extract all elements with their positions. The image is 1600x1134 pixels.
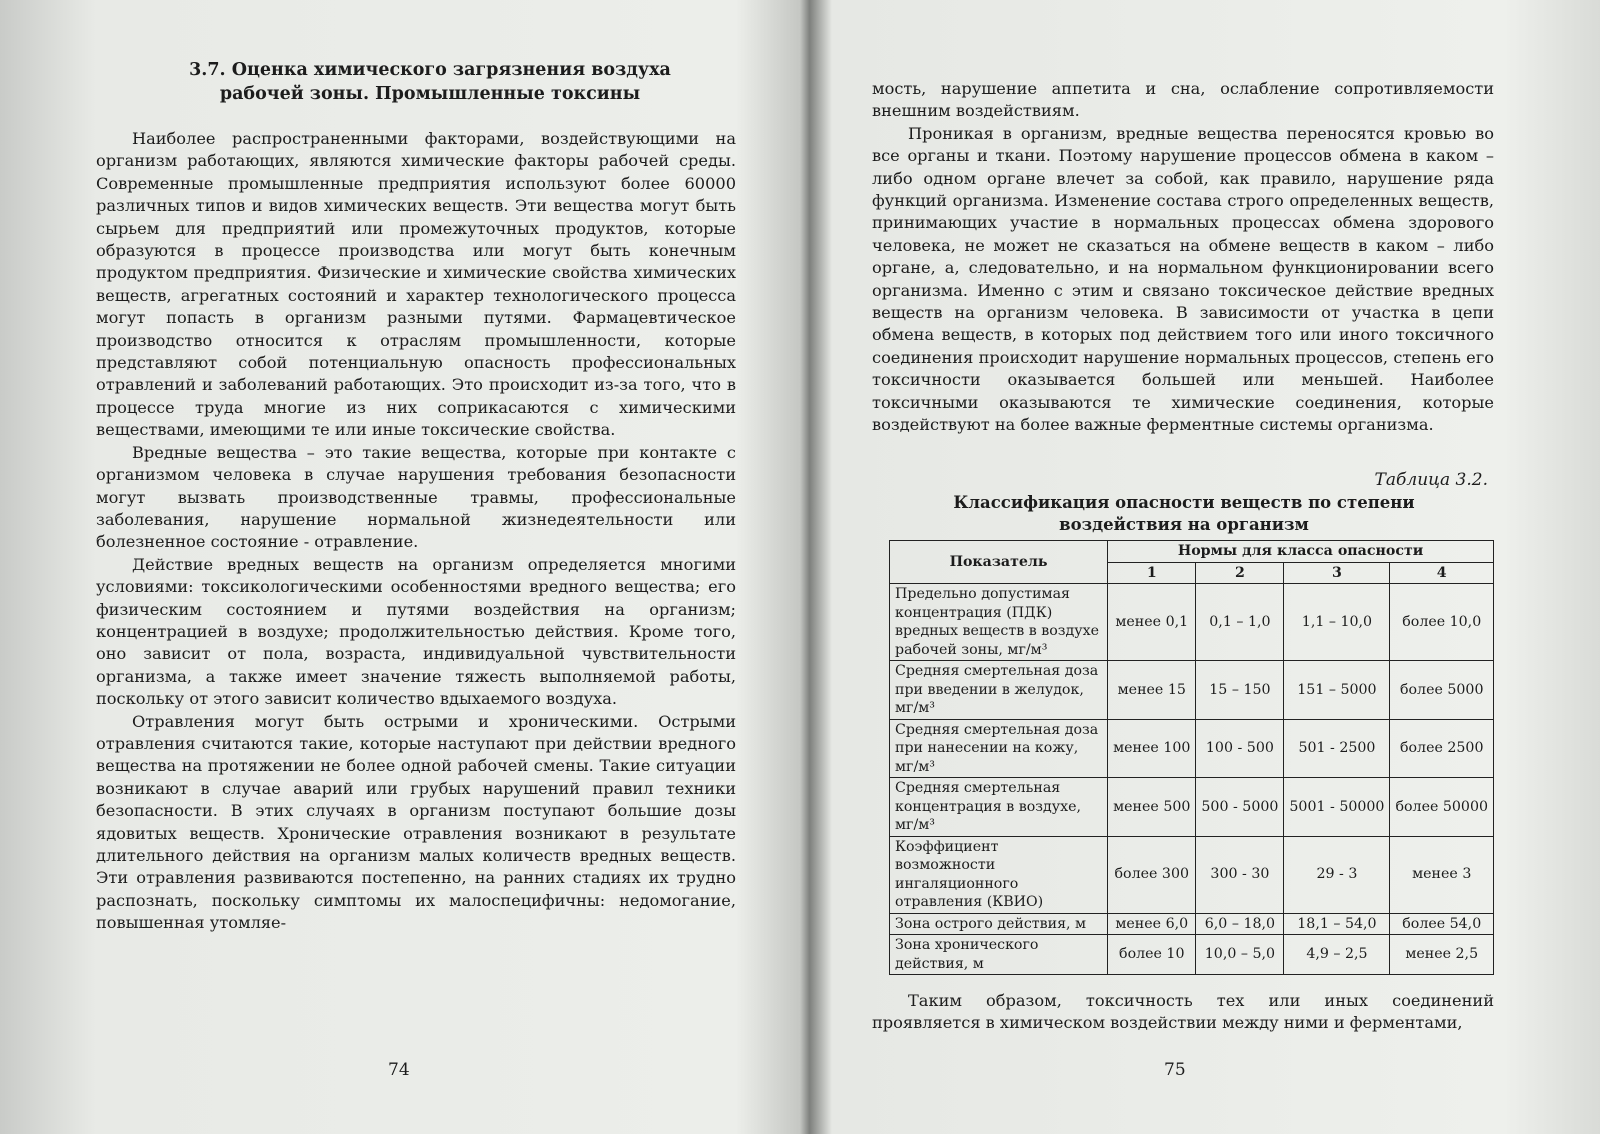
paragraph-1: Наиболее распространенными факторами, воздействующими на организм работающих, являются химические факторы рабочей среды. Современные промышленные предприятия используют более 60000 различных типов и видов химических веществ. Эти вещества могут быть сырьем для предприятий или промежуточных продуктов, которые образуются в процессе производства или могут быть конечным продуктом предприятия. Физические и химические свойства химических веществ, агрегатных состояний и характер технологического процесса могут попасть в организм разными путями. Фармацевтическое производство относится к отраслям промышленности, которые представляют собой потенциальную опасность профессиональных отравлений и заболеваний работающих. Это происходит из-за того, что в процессе труда многие из них соприкасаются с химическими веществами, имеющими те или иные токсические свойства.: [96, 129, 736, 440]
section-title-line-1: 3.7. Оценка химического загрязнения воздуха: [189, 60, 671, 80]
table-row: [890, 913, 1494, 935]
paragraph-4: Отравления могут быть острыми и хроническими. Острыми отравления считаются такие, которые наступают при действии вредного вещества на протяжении не более одной рабочей смены. Такие ситуации возникают в случае аварий или грубых нарушений правил техники безопасности. В этих случаях в организм поступают большие дозы ядовитых веществ. Хронические отравления возникают в результате длительного действия на организм малых количеств вредных веществ. Эти отравления развиваются постепенно, на ранних стадиях их трудно распознать, поскольку симптомы их малоспецифичны: недомогание, повышенная утомляе-: [96, 711, 736, 933]
table-row: [890, 661, 1494, 720]
row-indicator: Средняя смертельная доза при нанесении на кожу, мг/м³: [890, 719, 1108, 778]
hazard-classification-table: [889, 540, 1494, 975]
cell-value: 15 – 150: [1196, 661, 1284, 720]
cell-value: 0,1 – 1,0: [1196, 584, 1284, 661]
page-number-left: 74: [388, 1060, 410, 1080]
cell-value: менее 15: [1108, 661, 1196, 720]
cell-value: 100 - 500: [1196, 719, 1284, 778]
cell-value: более 2500: [1390, 719, 1494, 778]
row-indicator: Средняя смертельная концентрация в воздухе, мг/м³: [890, 778, 1108, 837]
cell-value: 4,9 – 2,5: [1284, 935, 1390, 975]
row-indicator: Зона хронического действия, м: [890, 935, 1108, 975]
header-norms: Нормы для класса опасности: [1108, 541, 1494, 563]
table-header-row: [890, 541, 1494, 563]
section-title-line-2: рабочей зоны. Промышленные токсины: [219, 84, 641, 104]
left-body-text: [96, 128, 736, 935]
paragraph-5: Проникая в организм, вредные вещества переносятся кровью во все органы и ткани. Поэтому нарушение процессов обмена в каком – либо одном органе влечет за собой, как правило, нарушение ряда функций организма. Изменение состава строго определенных веществ, принимающих участие в нормальных процессах обмена здорового человека, не может не сказаться на обмене веществ в каком – либо органе, а, следовательно, и на нормальном функционировании всего организма. Именно с этим и связано токсическое действие вредных веществ на организм человека. В зависимости от участка в цепи обмена веществ, в которых под действием того или иного токсичного соединения происходит нарушение нормальных процессов, степень его токсичности оказывается большей или меньшей. Наиболее токсичными оказываются те химические соединения, которые воздействуют на более важные ферментные системы организма.: [872, 123, 1494, 435]
cell-value: менее 100: [1108, 719, 1196, 778]
cell-value: 151 – 5000: [1284, 661, 1390, 720]
class-4-header: 4: [1390, 562, 1494, 584]
cell-value: 501 - 2500: [1284, 719, 1390, 778]
right-body-text: [872, 78, 1494, 437]
row-indicator: Зона острого действия, м: [890, 913, 1108, 935]
row-indicator: Коэффициент возможности ингаляционного отравления (КВИО): [890, 836, 1108, 913]
cell-value: менее 6,0: [1108, 913, 1196, 935]
cell-value: 300 - 30: [1196, 836, 1284, 913]
table-title-line-1: Классификация опасности веществ по степени: [953, 493, 1415, 512]
paragraph-3: Действие вредных веществ на организм определяется многими условиями: токсикологическими особенностями вредного вещества; его физическим состоянием и путями воздействия на организм; концентрацией в воздухе; продолжительностью действия. Кроме того, оно зависит от пола, возраста, индивидуальной чувствительности организма, а также имеет значение тяжесть выполняемой работы, поскольку от этого зависит количество вдыхаемого воздуха.: [96, 554, 736, 709]
row-indicator: Средняя смертельная доза при введении в желудок, мг/м³: [890, 661, 1108, 720]
cell-value: менее 3: [1390, 836, 1494, 913]
cell-value: 500 - 5000: [1196, 778, 1284, 837]
class-3-header: 3: [1284, 562, 1390, 584]
row-indicator: Предельно допустимая концентрация (ПДК) вредных веществ в воздухе рабочей зоны, мг/м³: [890, 584, 1108, 661]
table-title-line-2: воздействия на организм: [1059, 515, 1309, 534]
table-label: Таблица 3.2.: [1374, 470, 1488, 490]
cell-value: менее 0,1: [1108, 584, 1196, 661]
table-row: [890, 836, 1494, 913]
closing-paragraph: Таким образом, токсичность тех или иных соединений проявляется в химическом воздействии между ними и ферментами,: [872, 991, 1494, 1033]
cell-value: более 50000: [1390, 778, 1494, 837]
page-number-right: 75: [1164, 1060, 1186, 1080]
class-2-header: 2: [1196, 562, 1284, 584]
cell-value: 18,1 – 54,0: [1284, 913, 1390, 935]
cell-value: более 54,0: [1390, 913, 1494, 935]
paragraph-2: Вредные вещества – это такие вещества, которые при контакте с организмом человека в случае нарушения требования безопасности могут вызвать производственные травмы, профессиональные заболевания, нарушение нормальной жизнедеятельности или болезненное состояние - отравление.: [96, 442, 736, 552]
cell-value: менее 500: [1108, 778, 1196, 837]
cell-value: более 5000: [1390, 661, 1494, 720]
table-row: [890, 584, 1494, 661]
cell-value: 29 - 3: [1284, 836, 1390, 913]
class-1-header: 1: [1108, 562, 1196, 584]
closing-text: [872, 990, 1494, 1035]
table-row: [890, 778, 1494, 837]
cell-value: 6,0 – 18,0: [1196, 913, 1284, 935]
cell-value: 10,0 – 5,0: [1196, 935, 1284, 975]
cell-value: 1,1 – 10,0: [1284, 584, 1390, 661]
cell-value: более 10: [1108, 935, 1196, 975]
table-title: [884, 492, 1484, 536]
continuation-paragraph: мость, нарушение аппетита и сна, ослабление сопротивляемости внешним воздействиям.: [872, 79, 1494, 121]
cell-value: более 300: [1108, 836, 1196, 913]
header-indicator: Показатель: [890, 541, 1108, 584]
cell-value: более 10,0: [1390, 584, 1494, 661]
table-row: [890, 935, 1494, 975]
cell-value: 5001 - 50000: [1284, 778, 1390, 837]
table-row: [890, 719, 1494, 778]
right-page: [824, 0, 1600, 1134]
cell-value: менее 2,5: [1390, 935, 1494, 975]
section-title: [140, 58, 720, 106]
